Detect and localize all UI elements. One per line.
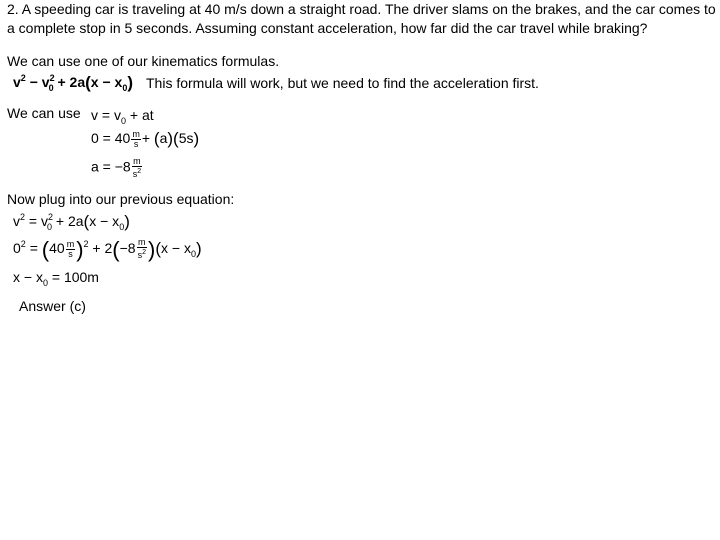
velocity-substitution: 0 = 40 $\frac{m}{s}$ + (a)(5s) [91,128,200,149]
substituted-equation: $0^2 = (40$ $\frac{m}{s}$ )$^2$ + 2(−8 $\frac{m}{s^2}$ )$(x - x_0)$ [13,237,202,262]
kinematics-equation: $v^2 - v^2_0 + 2a(x - x_0)$ [13,73,134,93]
kinematics-equation-repeat: $v^2 = v^2_0 + 2a(x - x_0)$ [13,212,130,232]
velocity-equation: $v = v_0$ + at [91,107,154,126]
acceleration-result: a = −8 $\frac{m}{s^2}$ [91,156,142,179]
problem-text: 2. A speeding car is traveling at 40 m/s down a straight road. The driver slams on the brakes, and the car comes to a complete stop in 5 seconds. Assuming constant acceleration, how far did the car travel while braking? [7,1,716,36]
formula-note: This formula will work, but we need to find the acceleration first. [146,75,539,91]
distance-result: $x - x_0 = 100m$ [13,269,99,288]
kinematics-intro-text: We can use one of our kinematics formulas. [7,53,280,69]
plug-in-text: Now plug into our previous equation: [7,191,235,207]
answer-text: Answer (c) [19,298,86,314]
we-can-use-text: We can use [7,105,81,121]
